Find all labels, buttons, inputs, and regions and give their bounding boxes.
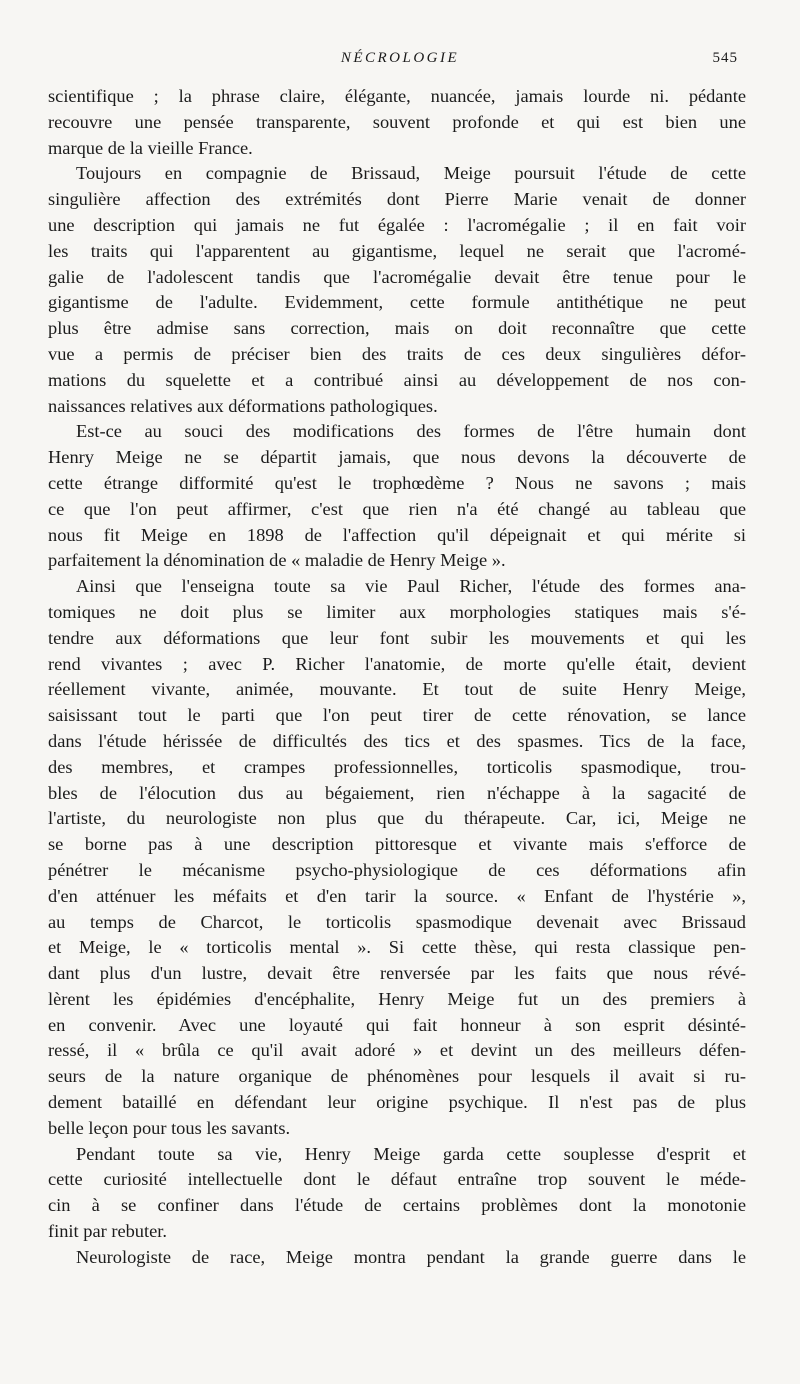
text-line: scientifique ; la phrase claire, élégante, nuancée, jamais lourde ni. pédante <box>48 86 746 106</box>
text-line: au temps de Charcot, le torticolis spasmodique devenait avec Brissaud <box>48 911 746 932</box>
text-line: ressé, il « brûla ce qu'il avait adoré » et devint un des meilleurs défen- <box>48 1040 746 1061</box>
text-line: bles de l'élocution dus au bégaiement, rien n'échappe à la sagacité de <box>48 782 746 803</box>
text-line: seurs de la nature organique de phénomènes pour lesquels il avait si ru- <box>48 1066 746 1087</box>
text-line: des membres, et crampes professionnelles, torticolis spasmodique, trou- <box>48 756 746 777</box>
text-line: en convenir. Avec une loyauté qui fait honneur à son esprit désinté- <box>48 1014 746 1035</box>
text-line: lèrent les épidémies d'encéphalite, Henry Meige fut un des premiers à <box>48 988 746 1009</box>
text-line: dans l'étude hérissée de difficultés des tics et des spasmes. Tics de la face, <box>48 730 746 751</box>
body-text <box>48 84 746 1271</box>
paragraph-start: Ainsi que l'enseigna toute sa vie Paul Richer, l'étude des formes ana- <box>76 576 746 597</box>
text-line: cette curiosité intellectuelle dont le défaut entraîne trop souvent le méde- <box>48 1169 746 1190</box>
text-line: singulière affection des extrémités dont Pierre Marie venait de donner <box>48 189 746 210</box>
running-title: NÉCROLOGIE <box>340 50 460 66</box>
text-line: une description qui jamais ne fut égalée : l'acromégalie ; il en fait voir <box>48 214 746 235</box>
paragraph-start: Est-ce au souci des modifications des formes de l'être humain dont <box>76 421 746 442</box>
page-number: 545 <box>712 50 738 66</box>
text-line: pénétrer le mécanisme psycho-physiologique de ces déformations afin <box>48 859 746 880</box>
text-line: dement bataillé en défendant leur origine psychique. Il n'est pas de plus <box>48 1092 746 1113</box>
text-line: rend vivantes ; avec P. Richer l'anatomie, de morte qu'elle était, devient <box>48 653 746 674</box>
text-line: gigantisme de l'adulte. Evidemment, cette formule antithétique ne peut <box>48 292 746 313</box>
paragraph-start: Neurologiste de race, Meige montra pendant la grande guerre dans le <box>76 1246 746 1267</box>
text-line: nous fit Meige en 1898 de l'affection qu'il dépeignait et qui mérite si <box>48 524 746 545</box>
text-line: l'artiste, du neurologiste non plus que du thérapeute. Car, ici, Meige ne <box>48 808 746 829</box>
text-line: tomiques ne doit plus se limiter aux morphologies statiques mais s'é- <box>48 601 746 622</box>
text-line: galie de l'adolescent tandis que l'acromégalie devait être tenue pour le <box>48 266 746 287</box>
text-line: Henry Meige ne se départit jamais, que nous devons la découverte de <box>48 447 746 468</box>
text-line: finit par rebuter. <box>48 1221 167 1242</box>
paragraph-start: Pendant toute sa vie, Henry Meige garda cette souplesse d'esprit et <box>76 1143 746 1164</box>
text-line: marque de la vieille France. <box>48 137 253 158</box>
text-line: et Meige, le « torticolis mental ». Si cette thèse, qui resta classique pen- <box>48 937 746 958</box>
text-line: parfaitement la dénomination de « maladie de Henry Meige ». <box>48 550 506 571</box>
text-line: se borne pas à une description pittoresque et vivante mais s'efforce de <box>48 834 746 855</box>
text-line: réellement vivante, animée, mouvante. Et tout de suite Henry Meige, <box>48 679 746 700</box>
text-line: plus être admise sans correction, mais on doit reconnaître que cette <box>48 318 746 339</box>
text-line: cin à se confiner dans l'étude de certains problèmes dont la monotonie <box>48 1195 746 1216</box>
text-line: recouvre une pensée transparente, souvent profonde et qui est bien une <box>48 111 746 132</box>
text-line: naissances relatives aux déformations pathologiques. <box>48 395 438 416</box>
text-line: les traits qui l'apparentent au gigantisme, lequel ne serait que l'acromé- <box>48 240 746 261</box>
text-line: tendre aux déformations que leur font subir les mouvements et qui les <box>48 627 746 648</box>
text-line: dant plus d'un lustre, devait être renversée par les faits que nous révé- <box>48 963 746 984</box>
text-line: d'en atténuer les méfaits et d'en tarir la source. « Enfant de l'hystérie », <box>48 885 746 906</box>
text-line: cette étrange difformité qu'est le trophœdème ? Nous ne savons ; mais <box>48 472 746 493</box>
text-line: ce que l'on peut affirmer, c'est que rien n'a été changé au tableau que <box>48 498 746 519</box>
text-line: saisissant tout le parti que l'on peut tirer de cette rénovation, se lance <box>48 705 746 726</box>
text-line: vue a permis de préciser bien des traits de ces deux singulières défor- <box>48 343 746 364</box>
page-header <box>0 50 800 74</box>
paragraph-start: Toujours en compagnie de Brissaud, Meige poursuit l'étude de cette <box>76 163 746 184</box>
text-line: belle leçon pour tous les savants. <box>48 1117 291 1138</box>
text-line: mations du squelette et a contribué ainsi au développement de nos con- <box>48 369 746 390</box>
